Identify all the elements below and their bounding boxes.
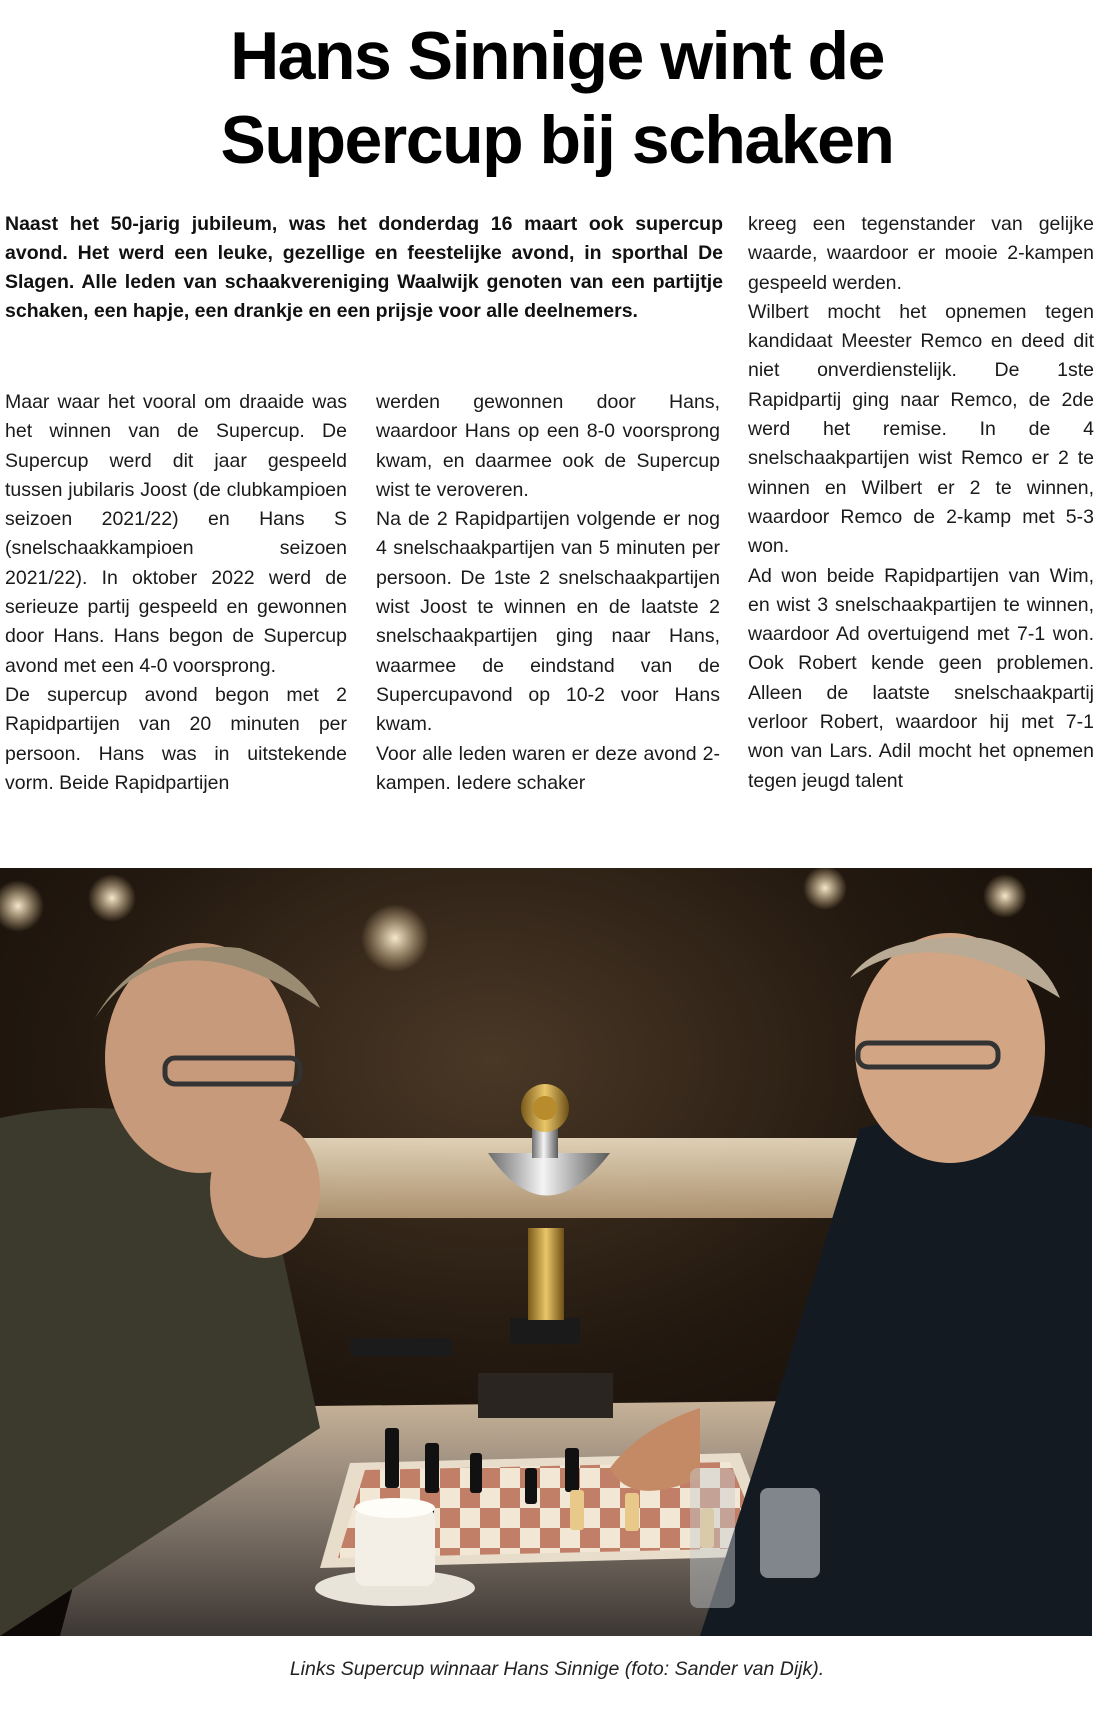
bokeh-light: [88, 874, 136, 922]
paragraph: Na de 2 Rapidpartijen volgende er nog 4 snelschaakpartijen van 5 minuten per persoon. De 1ste 2 snelschaakpartijen wist Joost te winnen en de laatste 2 snelschaakpartijen ging naar Hans, waarmee de eindstand van de Supercupavond op 10-2 voor Hans kwam.: [376, 508, 720, 736]
paragraph: Maar waar het vooral om draaide was het winnen van de Supercup. De Supercup werd dit jaar gespeeld tussen jubilaris Joost (de clubkampioen seizoen 2021/22) en Hans S (snelschaakkampioen seizoen 2021/22). In oktober 2022 werd de serieuze partij gespeeld en gewonnen door Hans. Hans begon de Supercup avond met een 4-0 voorsprong.: [5, 391, 347, 677]
bokeh-light: [803, 868, 847, 910]
paragraph: werden gewonnen door Hans, waardoor Hans op een 8-0 voorsprong kwam, en daarmee ook de Supercup wist te veroveren.: [376, 391, 720, 501]
chess-piece: [565, 1448, 579, 1492]
chess-piece: [425, 1443, 439, 1493]
chess-piece: [525, 1468, 537, 1504]
text-column-2: [376, 388, 720, 798]
chess-players-photo: [0, 868, 1092, 1636]
paragraph: kreeg een tegenstander van gelijke waarde, waardoor er mooie 2-kampen gespeeld werden.: [748, 213, 1094, 294]
paragraph: Wilbert mocht het opnemen tegen kandidaat Meester Remco en deed dit niet onverdienstelijk. De 1ste Rapidpartij ging naar Remco, de 2de werd het remise. In de 4 snelschaakpartijen wist Remco er 2 te winnen en Wilbert er 2 te winnen, waardoor Remco de 2-kamp met 5-3 won.: [748, 300, 1094, 558]
paragraph: De supercup avond begon met 2 Rapidpartijen van 20 minuten per persoon. Hans was in uitstekende vorm. Beide Rapidpartijen: [5, 683, 347, 794]
chess-piece: [570, 1490, 584, 1530]
bokeh-light: [983, 874, 1027, 918]
water-bottle: [690, 1468, 735, 1608]
paragraph: Voor alle leden waren er deze avond 2-kampen. Iedere schaker: [376, 742, 720, 794]
chess-piece: [625, 1493, 639, 1531]
phone: [350, 1338, 452, 1356]
headline-line-2: Supercup bij schaken: [220, 102, 894, 178]
paragraph: Ad won beide Rapidpartijen van Wim, en wist 3 snelschaakpartijen te winnen, waardoor Ad overtuigend met 7-1 won. Ook Robert kende geen problemen. Alleen de laatste snelschaakpartij verloor Robert, waardoor hij met 7-1 won van Lars. Adil mocht het opnemen tegen jeugd talent: [748, 564, 1094, 792]
article-photo: [0, 868, 1092, 1636]
photo-caption: Links Supercup winnaar Hans Sinnige (foto: Sander van Dijk).: [289, 1658, 825, 1680]
chess-piece: [470, 1453, 482, 1493]
text-column-1: [5, 388, 347, 798]
lead-paragraph: Naast het 50-jarig jubileum, was het donderdag 16 maart ook supercup avond. Het werd een leuke, gezellige en feestelijke avond, in sporthal De Slagen. Alle leden van schaakvereniging Waalwijk genoten van een partijtje schaken, een hapje, een drankje en een prijsje voor alle deelnemers.: [5, 213, 723, 322]
bokeh-light: [361, 904, 429, 972]
chess-clock: [478, 1373, 613, 1418]
headline: [0, 14, 1114, 182]
text-column-3: [748, 210, 1094, 796]
chess-piece: [385, 1428, 399, 1488]
water-glass: [760, 1488, 820, 1578]
headline-line-1: Hans Sinnige wint de: [230, 18, 884, 94]
